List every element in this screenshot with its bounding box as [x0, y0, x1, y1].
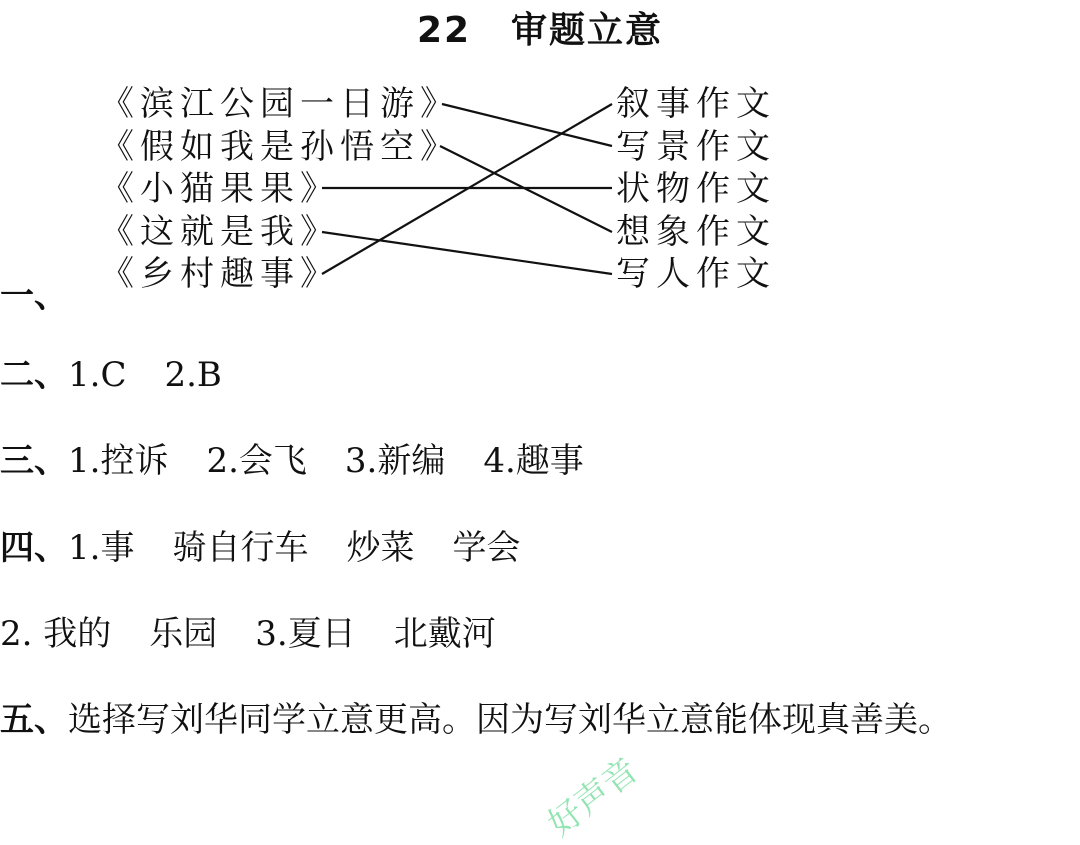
answer: 北戴河 [393, 614, 496, 654]
answer-line-q4-2 [0, 614, 496, 654]
question-label: 二、 [0, 355, 68, 395]
right-item: 叙事作文 [616, 84, 776, 124]
answer: 乐园 [149, 614, 218, 654]
right-item: 写人作文 [616, 254, 776, 294]
answer: 炒菜 [346, 528, 415, 568]
answer-line-q5 [0, 700, 952, 740]
right-item: 想象作文 [616, 212, 776, 252]
link-line [322, 232, 612, 274]
answer: 4.趣事 [483, 441, 584, 481]
answer: 选择写刘华同学立意更高。因为写刘华立意能体现真善美。 [68, 700, 952, 740]
link-line [442, 104, 612, 146]
answer: 1.事 [68, 528, 135, 568]
watermark: 好声音 [540, 750, 646, 845]
right-item: 状物作文 [616, 169, 776, 209]
matching-exercise [0, 0, 1080, 316]
answer: 3.新编 [344, 441, 446, 481]
question-label: 五、 [0, 700, 68, 740]
answer: 1.控诉 [68, 441, 169, 481]
answer: 2.B [164, 355, 222, 395]
answer-line-q2 [0, 355, 222, 395]
lesson-title: 审题立意 [511, 10, 664, 51]
answer: 学会 [452, 528, 521, 568]
left-item: 《假如我是孙悟空》 [100, 127, 460, 167]
left-item: 《滨江公园一日游》 [100, 84, 460, 124]
question-label: 一、 [0, 276, 68, 316]
right-item: 写景作文 [616, 127, 776, 167]
answer: 1.C [68, 355, 127, 395]
answer: 2. 我的 [0, 614, 112, 654]
answer: 骑自行车 [172, 528, 309, 568]
answer: 3.夏日 [255, 614, 356, 654]
answer-line-q3 [0, 441, 584, 481]
answer-line-q4-1 [0, 528, 520, 568]
left-item: 《小猫果果》 [100, 169, 340, 209]
question-label: 四、 [0, 528, 68, 568]
left-item: 《这就是我》 [100, 212, 340, 252]
answer: 2.会飞 [206, 441, 307, 481]
left-item: 《乡村趣事》 [100, 254, 340, 294]
question-label: 三、 [0, 441, 68, 481]
lesson-number: 22 [416, 10, 472, 51]
